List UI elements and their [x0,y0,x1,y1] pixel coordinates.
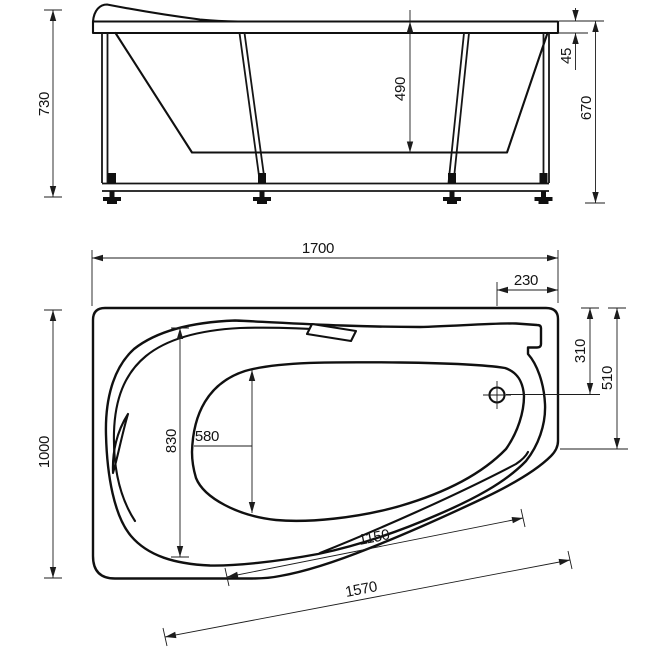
dim-1150-line [225,509,525,586]
drain [483,381,511,409]
dim-730-label: 730 [36,91,53,117]
dim-1700-line [92,250,558,306]
dim-490-label: 490 [392,76,409,102]
foot-2 [253,173,271,204]
frame-brace-right [449,33,470,183]
front-elevation-view [93,5,558,205]
foot-1 [103,173,121,204]
rim-profile [93,22,558,34]
dim-1700-label: 1700 [301,240,335,257]
dim-45-label: 45 [558,47,575,65]
dim-670-label: 670 [578,95,595,121]
dim-230-label: 230 [513,272,539,289]
dim-510-line [560,308,628,449]
headrest-profile [93,5,238,22]
frame-bottom-rail [102,184,549,192]
dim-1570-label: 1570 [343,578,379,601]
rim-lip-line [114,328,332,521]
dim-1000-label: 1000 [36,435,53,469]
basin-profile [116,33,548,153]
foot-3 [443,173,461,204]
frame-brace-left [240,33,266,183]
frame-left-post [102,33,108,183]
dim-310-label: 310 [572,338,589,364]
dim-510-label: 510 [599,365,616,391]
frame-right-post [544,33,550,183]
dim-830-label: 830 [163,428,180,454]
dim-580-label: 580 [194,428,220,445]
adjustable-feet [103,173,553,204]
dim-1150-label: 1150 [357,526,392,549]
